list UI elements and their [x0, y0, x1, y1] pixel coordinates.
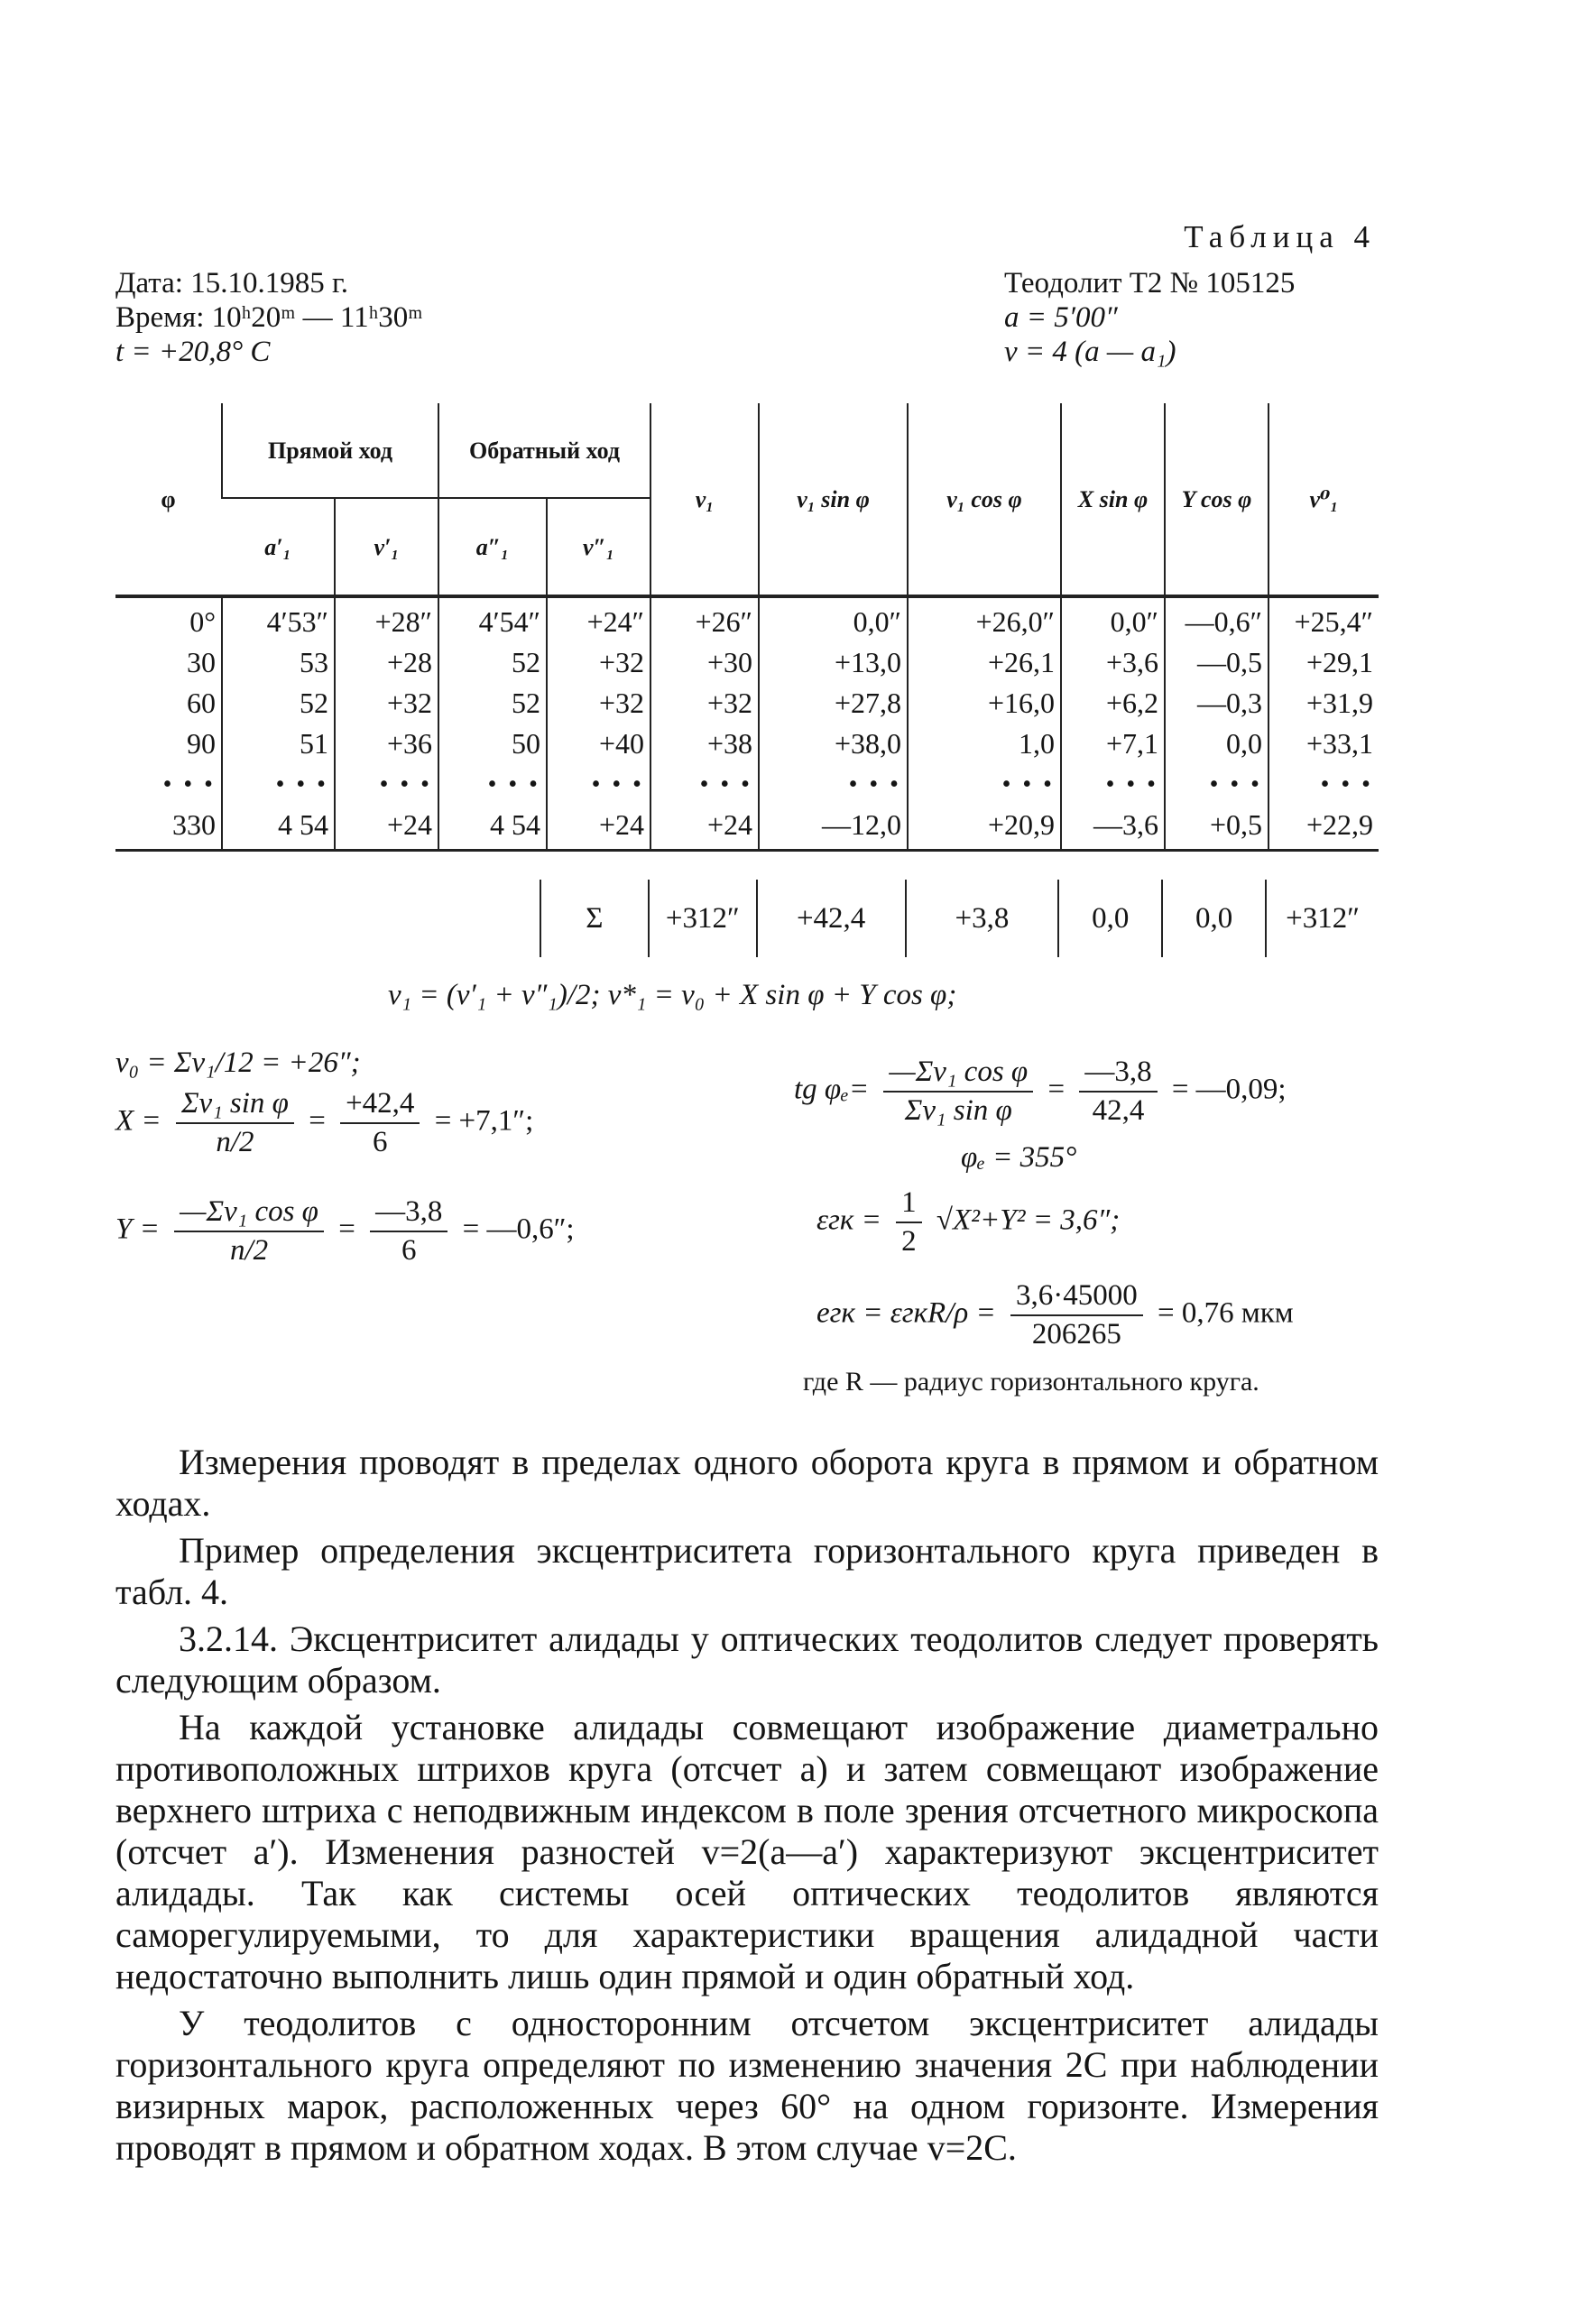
x-equals: =	[309, 1104, 326, 1138]
sum-symbol: Σ	[540, 880, 649, 957]
eps-fraction	[896, 1186, 922, 1259]
eps-denominator: 2	[901, 1225, 917, 1258]
time-line: Время: 10ʰ20ᵐ — 11ʰ30ᵐ	[115, 301, 423, 334]
formula-note: где R — радиус горизонтального круга.	[803, 1367, 1259, 1397]
cell: +27,8	[759, 679, 908, 720]
formula-v0: v₀ = Σv₁/12 = +26″;	[115, 1046, 361, 1079]
e-lhs: eгк = εгкR/ρ =	[816, 1296, 996, 1330]
y-numerator-1: —Σv₁ cos φ	[174, 1195, 324, 1232]
tg-lhs: tg φₑ=	[794, 1073, 870, 1106]
paragraph: Измерения проводят в пределах одного оборота круга в прямом и обратном ходах.	[115, 1442, 1379, 1524]
sum-v1-sin: +42,4	[757, 880, 906, 957]
cell: +3,6	[1061, 639, 1165, 679]
cell: +24	[547, 801, 650, 851]
header-x-sin: X sin φ	[1061, 403, 1165, 596]
cell: +26″	[650, 596, 759, 639]
header-a1-double-prime: a″₁	[438, 498, 547, 596]
sum-v1: +312″	[649, 880, 757, 957]
cell: +30	[650, 639, 759, 679]
sum-row	[540, 880, 1379, 957]
cell: +28″	[335, 596, 438, 639]
formula-main: v₁ = (v′₁ + v″₁)/2; v*₁ = v₀ + X sin φ + Y cos φ;	[388, 979, 957, 1011]
cell: +25,4″	[1268, 596, 1379, 639]
cell: • • •	[222, 761, 335, 801]
cell: 4 54	[438, 801, 547, 851]
cell: 0°	[189, 605, 216, 638]
cell: +7,1	[1061, 720, 1165, 761]
cell: +24	[335, 801, 438, 851]
cell: 60	[187, 687, 216, 719]
cell: +26,1	[908, 639, 1061, 679]
table-row	[115, 801, 1379, 851]
cell: 50	[438, 720, 547, 761]
ellipsis-row	[115, 761, 1379, 801]
y-numerator-2: —3,8	[370, 1195, 447, 1232]
tg-fraction-1	[883, 1056, 1033, 1128]
cell: • • •	[162, 770, 216, 798]
cell: +32	[335, 679, 438, 720]
cell: —0,5	[1165, 639, 1268, 679]
theodolite-line: Теодолит Т2 № 105125	[1004, 267, 1296, 300]
x-fraction-2	[340, 1087, 420, 1159]
cell: +32	[547, 679, 650, 720]
cell: +26,0″	[908, 596, 1061, 639]
cell: +38,0	[759, 720, 908, 761]
tg-numerator-2: —3,8	[1079, 1056, 1157, 1093]
temperature-line: t = +20,8° С	[115, 336, 271, 368]
cell: 330	[115, 801, 222, 851]
cell: —0,6″	[1165, 596, 1268, 639]
v-line: v = 4 (a — a₁)	[1004, 336, 1176, 368]
header-reverse: Обратный ход	[438, 403, 650, 498]
cell: 1,0	[908, 720, 1061, 761]
cell: +16,0	[908, 679, 1061, 720]
tg-denominator-1: Σv₁ sin φ	[904, 1094, 1012, 1127]
eps-result: √X²+Y² = 3,6″;	[936, 1203, 1121, 1237]
cell: +29,1	[1268, 639, 1379, 679]
eccentricity-table	[115, 403, 1379, 852]
header-v1-cos: v₁ cos φ	[908, 403, 1061, 596]
cell: +13,0	[759, 639, 908, 679]
e-result: = 0,76 мкм	[1157, 1296, 1294, 1330]
tg-equals: =	[1047, 1073, 1066, 1106]
tg-denominator-2: 42,4	[1092, 1094, 1145, 1127]
y-lhs: Y =	[115, 1212, 160, 1246]
formula-phi-e: φₑ = 355°	[961, 1141, 1077, 1174]
cell: 52	[438, 679, 547, 720]
header-v1: v₁	[650, 403, 759, 596]
cell: +33,1	[1268, 720, 1379, 761]
cell: 30	[187, 646, 216, 678]
observation-info	[115, 266, 422, 369]
formula-tg	[794, 1056, 1287, 1128]
cell: +0,5	[1165, 801, 1268, 851]
cell: 4′54″	[438, 596, 547, 639]
header-a1-prime: a′₁	[222, 498, 335, 596]
paragraph: Пример определения эксцентриситета горизонтального круга приведен в табл. 4.	[115, 1530, 1379, 1612]
e-denominator: 206265	[1031, 1318, 1121, 1351]
cell: • • •	[1061, 761, 1165, 801]
cell: 90	[187, 727, 216, 760]
y-denominator-1: n/2	[229, 1234, 269, 1267]
sum-v1-0: +312″	[1266, 880, 1379, 957]
header-y-cos: Y cos φ	[1165, 403, 1268, 596]
table-row	[115, 720, 1379, 761]
cell: +24″	[547, 596, 650, 639]
cell: 0,0″	[759, 596, 908, 639]
theodolite-info	[1004, 266, 1295, 369]
cell: • • •	[1268, 761, 1379, 801]
x-denominator-1: n/2	[216, 1126, 254, 1158]
header-v1-0: v⁰₁	[1268, 403, 1379, 596]
cell: 53	[222, 639, 335, 679]
body-text	[115, 1442, 1379, 2174]
e-numerator: 3,6·45000	[1010, 1279, 1143, 1316]
y-fraction-1	[174, 1195, 324, 1268]
cell: 4 54	[222, 801, 335, 851]
x-numerator-2: +42,4	[340, 1087, 420, 1124]
table-row	[115, 639, 1379, 679]
cell: 0,0″	[1061, 596, 1165, 639]
cell: +20,9	[908, 801, 1061, 851]
a-line: a = 5′00″	[1004, 301, 1118, 334]
eps-numerator: 1	[896, 1186, 922, 1223]
x-fraction-1	[176, 1087, 294, 1159]
formula-eps	[816, 1186, 1120, 1259]
cell: 51	[222, 720, 335, 761]
cell: • • •	[908, 761, 1061, 801]
y-equals: =	[338, 1212, 355, 1246]
tg-numerator-1: —Σv₁ cos φ	[883, 1056, 1033, 1093]
cell: —3,6	[1061, 801, 1165, 851]
header-v1-sin: v₁ sin φ	[759, 403, 908, 596]
cell: • • •	[438, 761, 547, 801]
sum-v1-cos: +3,8	[906, 880, 1059, 957]
cell: +6,2	[1061, 679, 1165, 720]
header-forward: Прямой ход	[222, 403, 438, 498]
cell: +38	[650, 720, 759, 761]
y-denominator-2: 6	[401, 1234, 417, 1267]
sum-y-cos: 0,0	[1162, 880, 1266, 957]
x-denominator-2: 6	[373, 1126, 388, 1158]
cell: +32	[547, 639, 650, 679]
cell: 0,0	[1165, 720, 1268, 761]
header-v1-prime: v′₁	[335, 498, 438, 596]
header-v1-double-prime: v″₁	[547, 498, 650, 596]
cell: +36	[335, 720, 438, 761]
table-row	[115, 679, 1379, 720]
cell: 4′53″	[222, 596, 335, 639]
y-result: = —0,6″;	[462, 1212, 575, 1246]
cell: +22,9	[1268, 801, 1379, 851]
cell: • • •	[1165, 761, 1268, 801]
paragraph: 3.2.14. Эксцентриситет алидады у оптических теодолитов следует проверять следующим образом.	[115, 1618, 1379, 1701]
x-numerator-1: Σv₁ sin φ	[176, 1087, 294, 1124]
sum-x-sin: 0,0	[1058, 880, 1162, 957]
cell: • • •	[335, 761, 438, 801]
date-line: Дата: 15.10.1985 г.	[115, 267, 349, 300]
y-fraction-2	[370, 1195, 447, 1268]
table-caption: Таблица 4	[1184, 219, 1376, 254]
tg-fraction-2	[1079, 1056, 1157, 1128]
cell: +24	[650, 801, 759, 851]
formula-e	[816, 1279, 1294, 1351]
cell: 52	[222, 679, 335, 720]
paragraph: У теодолитов с односторонним отсчетом эксцентриситет алидады горизонтального круга определяют по изменению значения 2C при наблюдении визирных марок, расположенных через 60° на одном горизонте. Измерения проводят в прямом и обратном ходах. В этом случае v=2C.	[115, 2003, 1379, 2168]
e-fraction	[1010, 1279, 1143, 1351]
cell: • • •	[650, 761, 759, 801]
cell: —12,0	[759, 801, 908, 851]
table-row	[115, 596, 1379, 639]
header-phi: φ	[161, 485, 176, 512]
cell: +40	[547, 720, 650, 761]
formula-x	[115, 1087, 533, 1159]
x-result: = +7,1″;	[434, 1104, 534, 1138]
cell: • • •	[547, 761, 650, 801]
cell: • • •	[759, 761, 908, 801]
cell: +32	[650, 679, 759, 720]
cell: 52	[438, 639, 547, 679]
formula-y	[115, 1195, 575, 1268]
cell: —0,3	[1165, 679, 1268, 720]
cell: +31,9	[1268, 679, 1379, 720]
paragraph: На каждой установке алидады совмещают изображение диаметрально противоположных штрихов круга (отсчет a) и затем совмещают изображение верхнего штриха с неподвижным индексом в поле зрения отсчетного микроскопа (отсчет a′). Изменения разностей v=2(a—a′) характеризуют эксцентриситет алидады. Так как системы осей оптических теодолитов являются саморегулируемыми, то для характеристики вращения алидадной части недостаточно выполнить лишь один прямой и один обратный ход.	[115, 1707, 1379, 1996]
eps-lhs: εгк =	[816, 1203, 881, 1237]
tg-result: = —0,09;	[1171, 1073, 1287, 1106]
cell: +28	[335, 639, 438, 679]
x-lhs: X =	[115, 1104, 161, 1138]
